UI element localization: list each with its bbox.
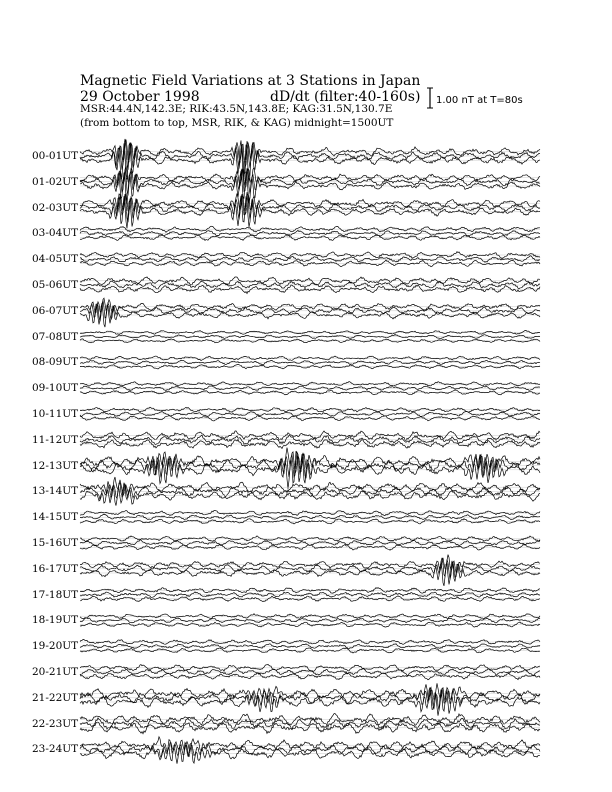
- row-label-11-12ut: 11-12UT: [32, 433, 79, 446]
- trace-rik-13-14ut: [80, 481, 540, 500]
- row-label-05-06ut: 05-06UT: [32, 279, 79, 291]
- row-label-07-08ut: 07-08UT: [32, 330, 79, 343]
- row-label-09-10ut: 09-10UT: [32, 382, 79, 395]
- trace-msr-00-01ut: [80, 140, 540, 168]
- row-label-02-03ut: 02-03UT: [32, 201, 79, 214]
- station-order-note: (from bottom to top, MSR, RIK, & KAG) midnight=1500UT: [80, 117, 394, 129]
- row-label-18-19ut: 18-19UT: [32, 614, 79, 627]
- row-label-19-20ut: 19-20UT: [32, 640, 79, 653]
- row-label-15-16ut: 15-16UT: [32, 537, 79, 549]
- trace-kag-02-03ut: [80, 196, 540, 229]
- chart-component: dD/dt (filter:40-160s): [270, 89, 421, 105]
- row-label-01-02ut: 01-02UT: [32, 175, 79, 188]
- row-label-08-09ut: 08-09UT: [32, 356, 79, 369]
- trace-rik-23-24ut: [80, 740, 540, 758]
- trace-rik-16-17ut: [80, 558, 540, 580]
- scale-bar-label: 1.00 nT at T=80s: [436, 95, 523, 106]
- trace-msr-13-14ut: [80, 477, 540, 496]
- row-label-12-13ut: 12-13UT: [32, 459, 79, 472]
- row-label-14-15ut: 14-15UT: [32, 511, 79, 524]
- row-label-22-23ut: 22-23UT: [32, 717, 79, 730]
- row-label-17-18ut: 17-18UT: [32, 588, 79, 601]
- row-label-23-24ut: 23-24UT: [32, 743, 79, 756]
- row-label-10-11ut: 10-11UT: [32, 408, 79, 420]
- row-label-00-01ut: 00-01UT: [32, 150, 79, 162]
- row-label-06-07ut: 06-07UT: [32, 304, 79, 317]
- trace-group: [80, 139, 540, 764]
- trace-rik-02-03ut: [80, 192, 540, 222]
- row-label-04-05ut: 04-05UT: [32, 253, 79, 266]
- station-coordinates: MSR:44.4N,142.3E; RIK:43.5N,143.8E; KAG:31.5N,130.7E: [80, 103, 393, 115]
- chart-title: Magnetic Field Variations at 3 Stations in Japan: [80, 73, 421, 89]
- row-label-16-17ut: 16-17UT: [32, 562, 79, 575]
- row-label-21-22ut: 21-22UT: [32, 691, 79, 704]
- row-label-20-21ut: 20-21UT: [32, 666, 79, 678]
- trace-msr-02-03ut: [80, 193, 540, 215]
- row-label-13-14ut: 13-14UT: [32, 485, 79, 498]
- trace-kag-23-24ut: [80, 743, 540, 764]
- chart-date: 29 October 1998: [80, 89, 200, 105]
- row-label-03-04ut: 03-04UT: [32, 227, 79, 240]
- trace-rik-00-01ut: [80, 139, 540, 174]
